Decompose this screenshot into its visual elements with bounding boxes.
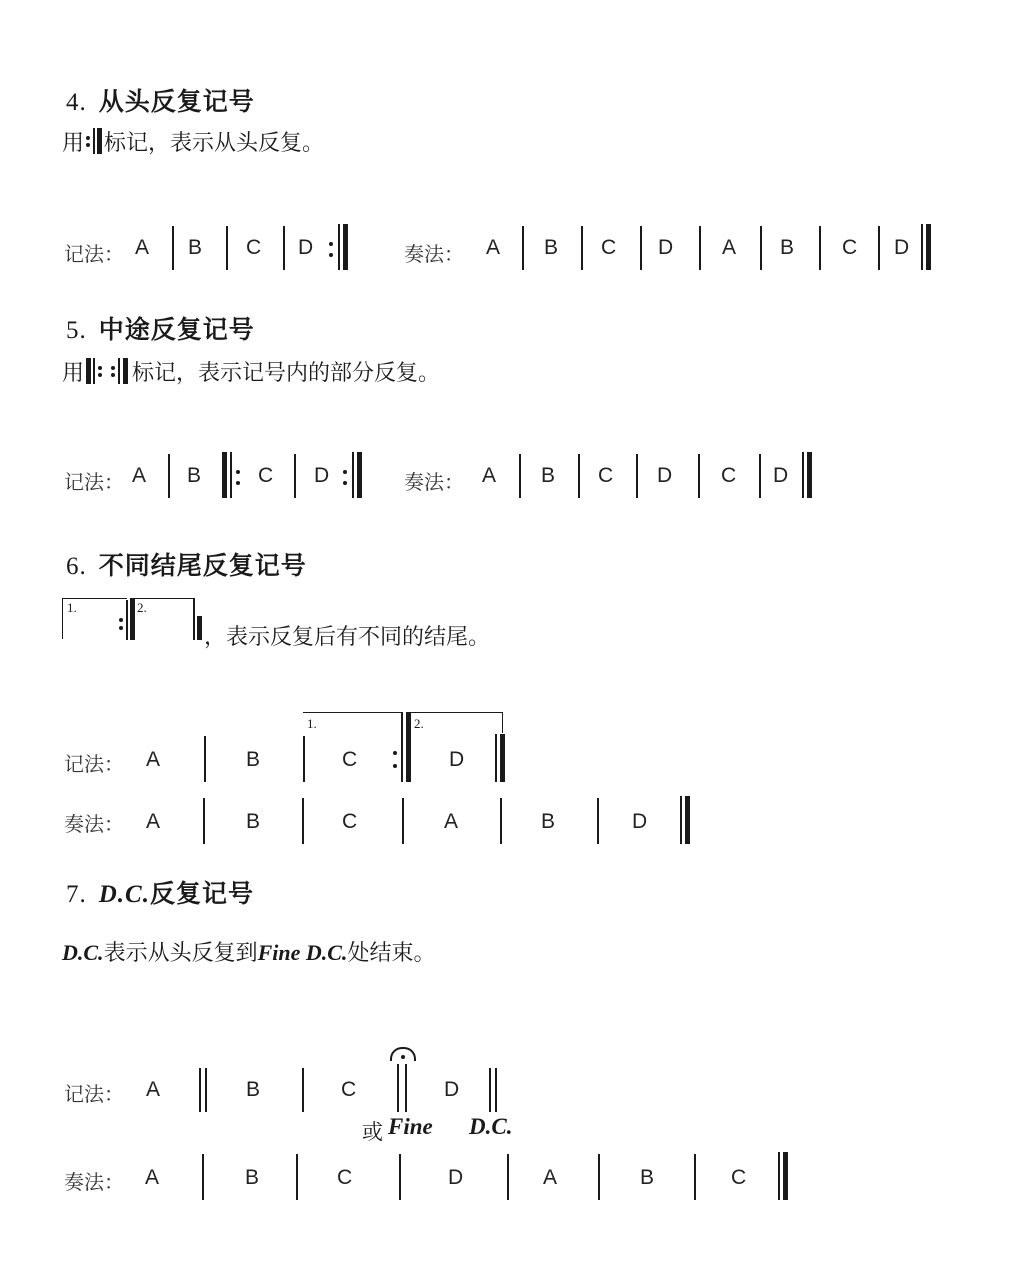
final-barline-thick <box>807 452 812 498</box>
volta-bracket-first <box>62 598 127 639</box>
repeat-end-symbol <box>84 128 104 154</box>
measure-label: B <box>780 236 795 259</box>
volta-number: 1. <box>67 600 77 615</box>
measure-label: A <box>135 236 150 259</box>
barline <box>636 454 638 498</box>
barline <box>522 226 524 270</box>
or-label: 或 <box>362 1120 383 1144</box>
measure-label: A <box>722 236 737 259</box>
measure-label: B <box>541 464 556 487</box>
barline <box>296 1154 298 1200</box>
section-5-performance-label: 奏法： <box>404 470 464 494</box>
barline <box>598 1154 600 1200</box>
measure-label: C <box>341 1078 357 1101</box>
measure-label: C <box>731 1166 747 1189</box>
barline <box>402 798 404 844</box>
volta-number: 2. <box>137 600 147 615</box>
measure-label: A <box>543 1166 558 1189</box>
measure-label: A <box>444 810 459 833</box>
repeat-start-end-symbol <box>84 358 132 384</box>
desc-text: 标记，表示从头反复。 <box>104 131 325 156</box>
measure-label: B <box>246 1078 261 1101</box>
desc-prefix: 用 <box>62 131 85 156</box>
desc-suffix: 处结束。 <box>347 941 436 966</box>
barline <box>699 226 701 270</box>
section-4-title: 从头反复记号 <box>98 87 255 116</box>
section-7-title-dc: D.C. <box>98 881 150 908</box>
section-4-description <box>62 126 324 157</box>
measure-label: D <box>314 464 330 487</box>
section-6-title: 不同结尾反复记号 <box>98 551 307 580</box>
section-4-performance-label: 奏法： <box>404 242 464 266</box>
barline <box>302 1068 304 1112</box>
barline <box>878 226 880 270</box>
measure-label: B <box>640 1166 655 1189</box>
measure-label: B <box>188 236 203 259</box>
final-barline-thin <box>802 452 804 498</box>
measure-label: D <box>448 1166 464 1189</box>
final-barline-thick <box>783 1152 788 1200</box>
section-5-number: 5. <box>66 317 87 344</box>
double-barline-left <box>489 1068 491 1112</box>
section-7-number: 7. <box>66 881 87 908</box>
barline <box>578 454 580 498</box>
double-barline-right <box>495 1068 497 1112</box>
final-barline-thick <box>685 796 690 844</box>
measure-label: B <box>246 748 261 771</box>
repeat-dots <box>329 226 333 270</box>
measure-label: D <box>298 236 314 259</box>
measure-label: A <box>146 748 161 771</box>
measure-label: C <box>601 236 617 259</box>
barline <box>202 1154 204 1200</box>
measure-label: A <box>486 236 501 259</box>
measure-label: C <box>337 1166 353 1189</box>
measure-label: A <box>146 810 161 833</box>
barline <box>819 226 821 270</box>
final-barline-thin <box>921 224 923 270</box>
measure-label: C <box>258 464 274 487</box>
barline <box>698 454 700 498</box>
repeat-start-thin <box>230 452 232 498</box>
section-6-description: ，表示反复后有不同的结尾。 <box>204 625 491 650</box>
end-barline-thin <box>193 598 195 640</box>
barline <box>203 798 205 844</box>
measure-label: A <box>145 1166 160 1189</box>
fine-marking: Fine <box>388 1114 433 1139</box>
final-barline-thin <box>495 734 497 782</box>
measure-label: B <box>187 464 202 487</box>
barline <box>302 798 304 844</box>
section-6-number: 6. <box>66 553 87 580</box>
section-5-title: 中途反复记号 <box>98 315 255 344</box>
desc-fine-dc: Fine D.C. <box>257 940 348 965</box>
section-7-title: 反复记号 <box>149 879 254 908</box>
section-7-notation-label: 记法： <box>64 1082 124 1106</box>
repeat-dots <box>393 736 397 782</box>
barline <box>399 1154 401 1200</box>
volta-number: 2. <box>414 716 424 731</box>
final-barline-thick <box>343 224 348 270</box>
barline <box>694 1154 696 1200</box>
measure-label: D <box>894 236 910 259</box>
repeat-dots <box>119 610 123 640</box>
measure-label: C <box>721 464 737 487</box>
section-4-heading <box>66 82 255 118</box>
desc-dc: D.C. <box>62 940 104 965</box>
end-barline-thick <box>197 616 202 640</box>
section-5-notation-label: 记法： <box>64 470 124 494</box>
desc-text: 标记，表示记号内的部分反复。 <box>132 361 441 386</box>
desc-prefix: 用 <box>62 361 85 386</box>
barline <box>759 454 761 498</box>
section-7-description <box>62 936 435 967</box>
measure-label: A <box>146 1078 161 1101</box>
repeat-start-thick <box>222 452 227 498</box>
measure-label: D <box>632 810 648 833</box>
final-barline-thick <box>357 452 362 498</box>
repeat-thin <box>401 712 403 782</box>
final-barline-thick <box>926 224 931 270</box>
double-barline-right <box>205 1068 207 1112</box>
double-barline-left <box>199 1068 201 1112</box>
measure-label: A <box>132 464 147 487</box>
section-6-notation-label: 记法： <box>64 752 124 776</box>
measure-label: B <box>541 810 556 833</box>
measure-label: D <box>657 464 673 487</box>
double-barline-right <box>405 1064 407 1112</box>
barline <box>507 1154 509 1200</box>
barline <box>519 454 521 498</box>
barline <box>283 226 285 270</box>
double-barline-left <box>397 1064 399 1112</box>
measure-label: C <box>342 810 358 833</box>
measure-label: C <box>598 464 614 487</box>
section-6-performance-label: 奏法： <box>64 812 124 836</box>
measure-label: D <box>658 236 674 259</box>
final-barline-thin <box>352 452 354 498</box>
measure-label: C <box>342 748 358 771</box>
barline <box>640 226 642 270</box>
section-6-heading <box>66 546 307 582</box>
desc-text: 表示从头反复到 <box>103 941 258 966</box>
final-barline-thick <box>500 734 505 782</box>
section-7-performance-label: 奏法： <box>64 1170 124 1194</box>
measure-label: D <box>773 464 789 487</box>
volta-bracket-second <box>130 598 195 639</box>
barline <box>204 736 206 782</box>
measure-label: B <box>245 1166 260 1189</box>
fermata-icon <box>390 1047 416 1061</box>
final-barline-thin <box>680 796 682 844</box>
section-5-heading <box>66 310 255 346</box>
measure-label: B <box>246 810 261 833</box>
volta-number: 1. <box>307 716 317 731</box>
barline <box>500 798 502 844</box>
measure-label: D <box>444 1078 460 1101</box>
measure-label: D <box>449 748 465 771</box>
barline <box>226 226 228 270</box>
final-barline-thin <box>778 1152 780 1200</box>
barline <box>172 226 174 270</box>
section-5-description <box>62 356 440 387</box>
barline <box>581 226 583 270</box>
repeat-dots <box>236 454 240 498</box>
barline <box>597 798 599 844</box>
final-barline-thin <box>338 224 340 270</box>
measure-label: B <box>544 236 559 259</box>
barline <box>294 454 296 498</box>
barline <box>168 454 170 498</box>
barline <box>760 226 762 270</box>
measure-label: A <box>482 464 497 487</box>
measure-label: C <box>246 236 262 259</box>
repeat-dots <box>343 454 347 498</box>
volta-bracket-second <box>408 712 503 733</box>
repeat-thin <box>126 600 128 640</box>
measure-label: C <box>842 236 858 259</box>
dc-marking: D.C. <box>469 1114 513 1139</box>
section-4-number: 4. <box>66 89 87 116</box>
section-4-notation-label: 记法： <box>64 242 124 266</box>
section-7-heading <box>66 874 254 910</box>
